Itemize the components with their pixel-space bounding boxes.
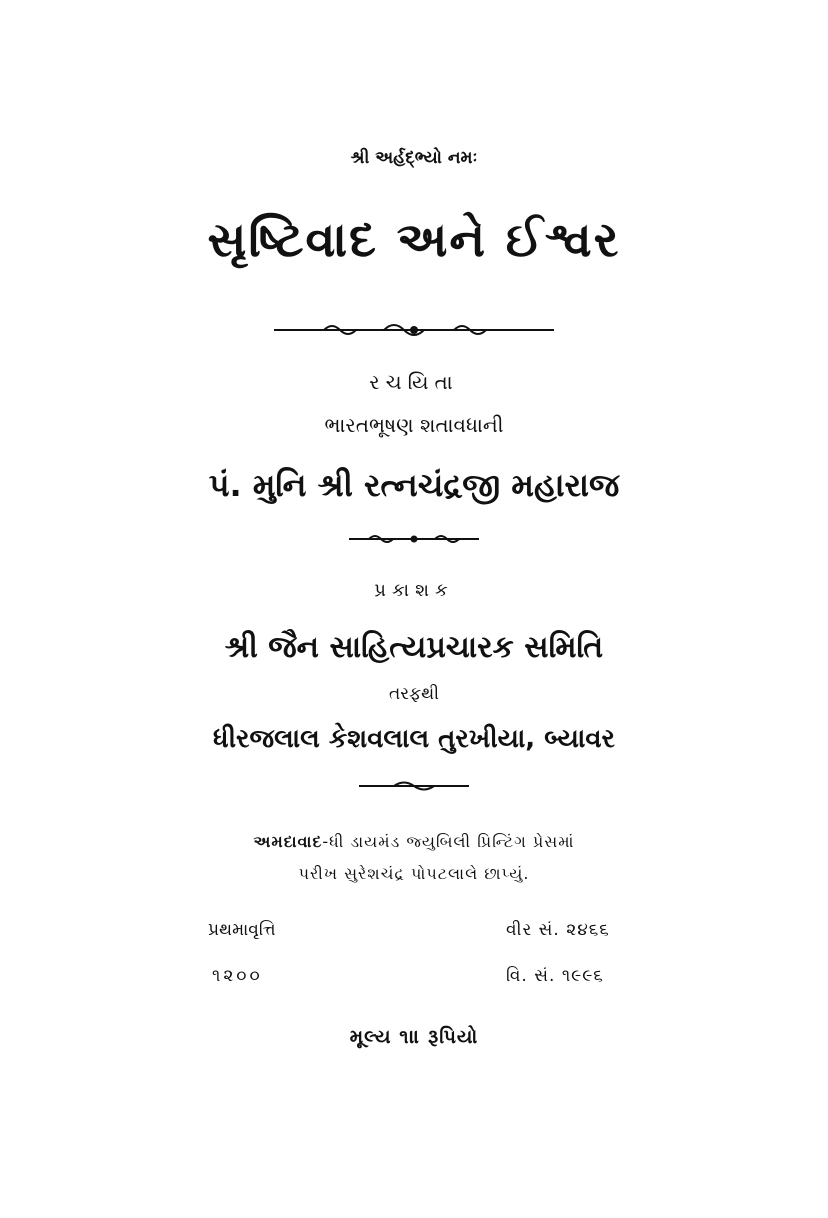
- book-title: સૃષ્ટિવાદ અને ઈશ્વર: [207, 212, 621, 268]
- author-name: પં. મુનિ શ્રી રત્નચંદ્રજી મહારાજ: [208, 466, 620, 504]
- printer-line-1: [0, 832, 828, 852]
- invocation-text: શ્રી અર્હદ્ભ્યો નમઃ: [350, 148, 478, 168]
- ornament-divider-bottom-svg: [354, 778, 474, 794]
- ornament-divider-middle-svg: [344, 530, 484, 548]
- printer-place: અમદાવાદ: [253, 832, 323, 851]
- publisher-name: શ્રી જૈન સાહિત્યપ્રચારક સમિતિ: [224, 630, 604, 665]
- printer-line-2: પરીખ સુરેશચંદ્ર પોપટલાલે છાપ્યું.: [298, 864, 530, 883]
- vir-samvat: વીર સં. ૨૪૬૬: [506, 920, 610, 940]
- edition-copies: ૧૨૦૦: [212, 966, 263, 986]
- author-label: રચયિતા: [369, 370, 459, 394]
- publisher-label: પ્રકાશક: [374, 580, 454, 601]
- ornament-divider-top: [0, 318, 828, 342]
- price-text: મૂલ્ય ૧॥ રૂપિયો: [349, 1026, 479, 1048]
- ornament-divider-middle: [0, 530, 828, 548]
- ornament-divider-top-svg: [264, 318, 564, 342]
- printer-line-1-rest: -ધી ડાયમંડ જ્યુબિલી પ્રિન્ટિંગ પ્રેસમાં: [322, 832, 575, 851]
- publisher-person: ધીરજલાલ કેશવલાલ તુરખીયા, બ્યાવર: [213, 724, 615, 754]
- author-title: ભારતભૂષણ શતાવધાની: [324, 413, 504, 437]
- via-text: તરફથી: [388, 684, 440, 704]
- vikram-samvat: વિ. સં. ૧૯૯૬: [506, 966, 604, 986]
- edition-label: પ્રથમાવૃત્તિ: [208, 920, 276, 940]
- ornament-divider-bottom: [0, 778, 828, 794]
